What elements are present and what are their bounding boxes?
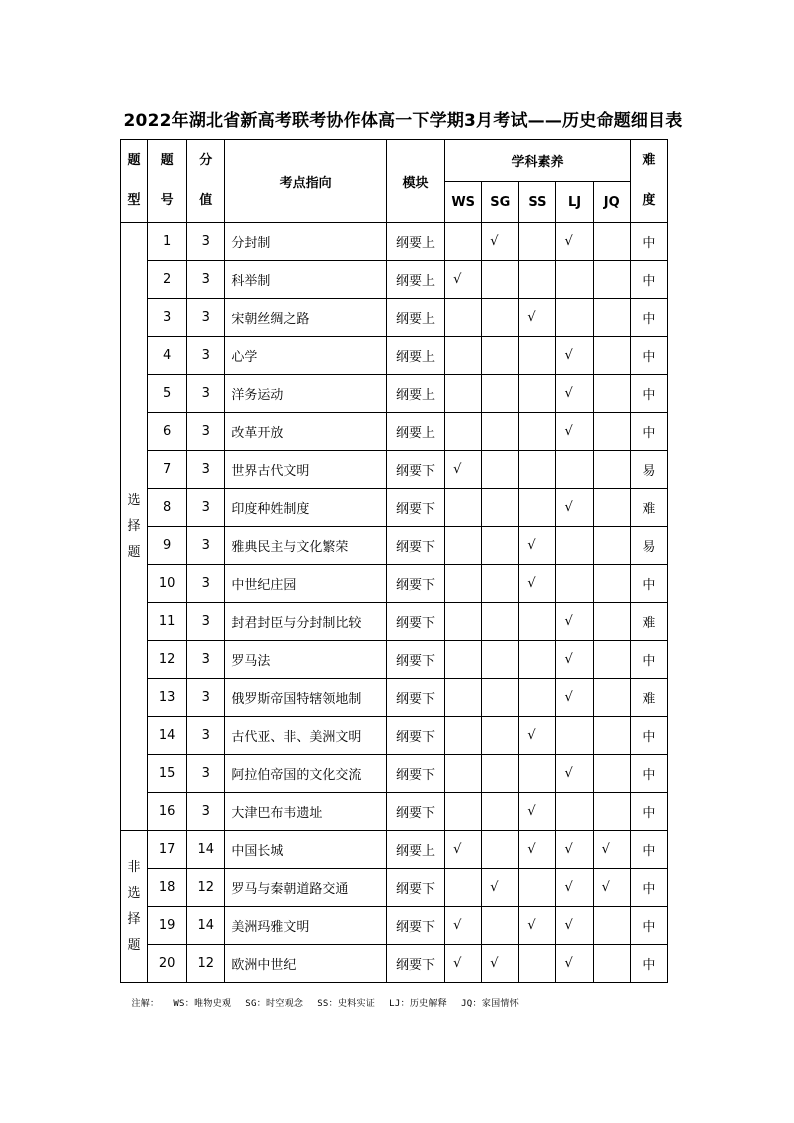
- check-ws: [445, 565, 482, 603]
- check-sg: [482, 299, 519, 337]
- question-topic: 罗马法: [225, 641, 387, 679]
- table-row: [121, 565, 668, 603]
- check-sg: [482, 793, 519, 831]
- question-topic: 封君封臣与分封制比较: [225, 603, 387, 641]
- check-ws: √: [445, 451, 482, 489]
- question-module: 纲要下: [386, 489, 444, 527]
- question-topic: 世界古代文明: [225, 451, 387, 489]
- question-number: 20: [148, 945, 187, 983]
- question-module: 纲要上: [386, 413, 444, 451]
- check-ws: [445, 223, 482, 261]
- header-code-lj: LJ: [556, 182, 593, 223]
- question-module: 纲要下: [386, 755, 444, 793]
- question-difficulty: 中: [630, 223, 667, 261]
- question-topic: 改革开放: [225, 413, 387, 451]
- check-ss: [519, 451, 556, 489]
- check-sg: [482, 489, 519, 527]
- question-score: 3: [187, 337, 225, 375]
- question-number: 1: [148, 223, 187, 261]
- question-difficulty: 中: [630, 337, 667, 375]
- check-ss: [519, 869, 556, 907]
- check-ws: [445, 375, 482, 413]
- check-ss: √: [519, 527, 556, 565]
- question-difficulty: 中: [630, 299, 667, 337]
- check-sg: [482, 907, 519, 945]
- question-topic: 美洲玛雅文明: [225, 907, 387, 945]
- question-difficulty: 中: [630, 793, 667, 831]
- question-difficulty: 中: [630, 831, 667, 869]
- check-jq: [593, 603, 630, 641]
- check-ss: [519, 489, 556, 527]
- check-jq: [593, 717, 630, 755]
- question-topic: 宋朝丝绸之路: [225, 299, 387, 337]
- question-number: 4: [148, 337, 187, 375]
- check-ws: [445, 793, 482, 831]
- question-score: 3: [187, 223, 225, 261]
- question-score: 3: [187, 717, 225, 755]
- check-ws: [445, 755, 482, 793]
- check-ws: [445, 603, 482, 641]
- question-difficulty: 易: [630, 527, 667, 565]
- check-jq: [593, 945, 630, 983]
- check-sg: [482, 641, 519, 679]
- group-nonchoice: 非 选 择 题: [121, 831, 148, 983]
- check-lj: √: [556, 945, 593, 983]
- check-sg: [482, 565, 519, 603]
- table-row: [121, 945, 668, 983]
- check-lj: √: [556, 413, 593, 451]
- question-difficulty: 中: [630, 717, 667, 755]
- check-sg: [482, 337, 519, 375]
- header-code-jq: JQ: [593, 182, 630, 223]
- check-ws: [445, 641, 482, 679]
- question-topic: 俄罗斯帝国特辖领地制: [225, 679, 387, 717]
- question-module: 纲要下: [386, 717, 444, 755]
- question-difficulty: 中: [630, 869, 667, 907]
- check-jq: [593, 223, 630, 261]
- check-ws: [445, 299, 482, 337]
- question-module: 纲要下: [386, 641, 444, 679]
- check-ss: [519, 945, 556, 983]
- footnote-item: SG：时空观念: [245, 999, 304, 1009]
- question-topic: 洋务运动: [225, 375, 387, 413]
- header-code-ss: SS: [519, 182, 556, 223]
- question-topic: 科举制: [225, 261, 387, 299]
- page-title: 2022年湖北省新高考联考协作体高一下学期3月考试——历史命题细目表: [123, 111, 683, 131]
- table-row: [121, 793, 668, 831]
- question-module: 纲要上: [386, 831, 444, 869]
- table-row: [121, 907, 668, 945]
- question-score: 3: [187, 679, 225, 717]
- question-score: 14: [187, 831, 225, 869]
- question-number: 18: [148, 869, 187, 907]
- check-jq: [593, 641, 630, 679]
- check-jq: [593, 565, 630, 603]
- table-row: [121, 223, 668, 261]
- check-ss: [519, 755, 556, 793]
- check-lj: √: [556, 755, 593, 793]
- check-sg: [482, 375, 519, 413]
- table-row: [121, 641, 668, 679]
- question-number: 16: [148, 793, 187, 831]
- check-lj: [556, 527, 593, 565]
- table-row: [121, 869, 668, 907]
- check-jq: [593, 375, 630, 413]
- check-jq: [593, 527, 630, 565]
- check-jq: [593, 337, 630, 375]
- group-choice: 选 择 题: [121, 223, 148, 831]
- question-number: 9: [148, 527, 187, 565]
- check-sg: [482, 413, 519, 451]
- question-topic: 欧洲中世纪: [225, 945, 387, 983]
- question-difficulty: 易: [630, 451, 667, 489]
- header-module: 模块: [386, 140, 444, 223]
- check-lj: [556, 565, 593, 603]
- check-ws: [445, 337, 482, 375]
- check-lj: [556, 717, 593, 755]
- question-module: 纲要下: [386, 869, 444, 907]
- question-difficulty: 难: [630, 603, 667, 641]
- check-lj: √: [556, 679, 593, 717]
- question-number: 8: [148, 489, 187, 527]
- check-sg: √: [482, 869, 519, 907]
- question-module: 纲要上: [386, 299, 444, 337]
- question-module: 纲要下: [386, 603, 444, 641]
- check-ss: √: [519, 717, 556, 755]
- check-jq: √: [593, 831, 630, 869]
- check-ws: √: [445, 831, 482, 869]
- header-number: 题 号: [148, 140, 187, 223]
- table-row: [121, 717, 668, 755]
- header-literacy: 学科素养: [445, 140, 631, 182]
- question-score: 14: [187, 907, 225, 945]
- question-module: 纲要上: [386, 375, 444, 413]
- check-ss: [519, 679, 556, 717]
- question-score: 3: [187, 527, 225, 565]
- check-jq: [593, 489, 630, 527]
- header-score: 分 值: [187, 140, 225, 223]
- check-ss: [519, 413, 556, 451]
- footnote-item: JQ：家国情怀: [461, 999, 520, 1009]
- question-score: 12: [187, 869, 225, 907]
- question-difficulty: 难: [630, 679, 667, 717]
- question-difficulty: 中: [630, 413, 667, 451]
- question-score: 3: [187, 375, 225, 413]
- question-score: 3: [187, 261, 225, 299]
- question-score: 3: [187, 413, 225, 451]
- check-ss: [519, 223, 556, 261]
- question-difficulty: 中: [630, 945, 667, 983]
- check-jq: [593, 261, 630, 299]
- check-ss: √: [519, 565, 556, 603]
- check-jq: [593, 413, 630, 451]
- question-topic: 阿拉伯帝国的文化交流: [225, 755, 387, 793]
- question-difficulty: 中: [630, 261, 667, 299]
- header-topic: 考点指向: [225, 140, 387, 223]
- check-ss: [519, 337, 556, 375]
- check-ss: √: [519, 907, 556, 945]
- check-sg: √: [482, 945, 519, 983]
- check-sg: [482, 527, 519, 565]
- question-topic: 中世纪庄园: [225, 565, 387, 603]
- check-ss: √: [519, 793, 556, 831]
- question-number: 12: [148, 641, 187, 679]
- question-module: 纲要上: [386, 223, 444, 261]
- question-module: 纲要下: [386, 565, 444, 603]
- table-row: [121, 489, 668, 527]
- header-difficulty: 难 度: [630, 140, 667, 223]
- check-lj: [556, 793, 593, 831]
- check-sg: [482, 717, 519, 755]
- header-code-sg: SG: [482, 182, 519, 223]
- footnote-label: 注解：: [131, 999, 160, 1009]
- table-row: [121, 299, 668, 337]
- question-score: 3: [187, 641, 225, 679]
- check-sg: [482, 755, 519, 793]
- table-row: [121, 261, 668, 299]
- header-code-ws: WS: [445, 182, 482, 223]
- question-number: 14: [148, 717, 187, 755]
- question-topic: 雅典民主与文化繁荣: [225, 527, 387, 565]
- question-module: 纲要下: [386, 451, 444, 489]
- question-number: 19: [148, 907, 187, 945]
- question-number: 17: [148, 831, 187, 869]
- check-sg: [482, 679, 519, 717]
- question-number: 3: [148, 299, 187, 337]
- check-ws: [445, 717, 482, 755]
- check-ss: √: [519, 299, 556, 337]
- question-score: 3: [187, 793, 225, 831]
- header-type: 题 型: [121, 140, 148, 223]
- table-row: [121, 603, 668, 641]
- question-topic: 中国长城: [225, 831, 387, 869]
- table-row: [121, 527, 668, 565]
- question-number: 15: [148, 755, 187, 793]
- check-lj: [556, 261, 593, 299]
- check-sg: [482, 451, 519, 489]
- table-row: [121, 375, 668, 413]
- check-ws: [445, 679, 482, 717]
- check-ss: [519, 375, 556, 413]
- question-number: 6: [148, 413, 187, 451]
- question-module: 纲要下: [386, 945, 444, 983]
- check-sg: [482, 261, 519, 299]
- question-score: 3: [187, 755, 225, 793]
- check-lj: √: [556, 603, 593, 641]
- check-ss: [519, 641, 556, 679]
- question-topic: 印度种姓制度: [225, 489, 387, 527]
- question-score: 3: [187, 299, 225, 337]
- check-lj: √: [556, 489, 593, 527]
- question-number: 5: [148, 375, 187, 413]
- table-row: [121, 451, 668, 489]
- question-number: 7: [148, 451, 187, 489]
- check-jq: [593, 755, 630, 793]
- check-lj: √: [556, 869, 593, 907]
- check-ss: [519, 603, 556, 641]
- question-score: 3: [187, 489, 225, 527]
- table-row: [121, 337, 668, 375]
- check-ws: √: [445, 261, 482, 299]
- question-topic: 分封制: [225, 223, 387, 261]
- check-ws: √: [445, 945, 482, 983]
- question-module: 纲要下: [386, 907, 444, 945]
- question-score: 3: [187, 603, 225, 641]
- check-jq: [593, 299, 630, 337]
- check-jq: [593, 451, 630, 489]
- check-jq: [593, 679, 630, 717]
- footnote-item: SS：史料实证: [317, 999, 376, 1009]
- check-sg: [482, 603, 519, 641]
- question-module: 纲要下: [386, 679, 444, 717]
- table-row: [121, 831, 668, 869]
- question-topic: 古代亚、非、美洲文明: [225, 717, 387, 755]
- question-difficulty: 难: [630, 489, 667, 527]
- check-jq: [593, 907, 630, 945]
- check-ss: √: [519, 831, 556, 869]
- check-ss: [519, 261, 556, 299]
- footnote: [120, 986, 533, 1009]
- check-sg: √: [482, 223, 519, 261]
- question-difficulty: 中: [630, 375, 667, 413]
- question-module: 纲要上: [386, 261, 444, 299]
- question-module: 纲要下: [386, 527, 444, 565]
- table-row: [121, 679, 668, 717]
- check-ws: [445, 489, 482, 527]
- question-topic: 大津巴布韦遗址: [225, 793, 387, 831]
- question-score: 3: [187, 451, 225, 489]
- check-lj: √: [556, 223, 593, 261]
- check-ws: [445, 413, 482, 451]
- table-row: [121, 413, 668, 451]
- footnote-item: WS：唯物史观: [173, 999, 232, 1009]
- question-topic: 心学: [225, 337, 387, 375]
- check-lj: √: [556, 831, 593, 869]
- check-lj: [556, 299, 593, 337]
- question-number: 2: [148, 261, 187, 299]
- question-difficulty: 中: [630, 907, 667, 945]
- check-lj: √: [556, 641, 593, 679]
- question-score: 3: [187, 565, 225, 603]
- question-difficulty: 中: [630, 565, 667, 603]
- check-jq: √: [593, 869, 630, 907]
- check-jq: [593, 793, 630, 831]
- check-ws: [445, 527, 482, 565]
- question-difficulty: 中: [630, 755, 667, 793]
- question-module: 纲要下: [386, 793, 444, 831]
- question-score: 12: [187, 945, 225, 983]
- check-lj: √: [556, 375, 593, 413]
- question-topic: 罗马与秦朝道路交通: [225, 869, 387, 907]
- check-sg: [482, 831, 519, 869]
- check-lj: √: [556, 907, 593, 945]
- table-row: [121, 755, 668, 793]
- check-lj: [556, 451, 593, 489]
- check-ws: √: [445, 907, 482, 945]
- exam-spec-table: [120, 139, 668, 983]
- question-difficulty: 中: [630, 641, 667, 679]
- check-lj: √: [556, 337, 593, 375]
- question-module: 纲要上: [386, 337, 444, 375]
- question-number: 11: [148, 603, 187, 641]
- footnote-item: LJ：历史解释: [389, 999, 448, 1009]
- question-number: 13: [148, 679, 187, 717]
- question-number: 10: [148, 565, 187, 603]
- check-ws: [445, 869, 482, 907]
